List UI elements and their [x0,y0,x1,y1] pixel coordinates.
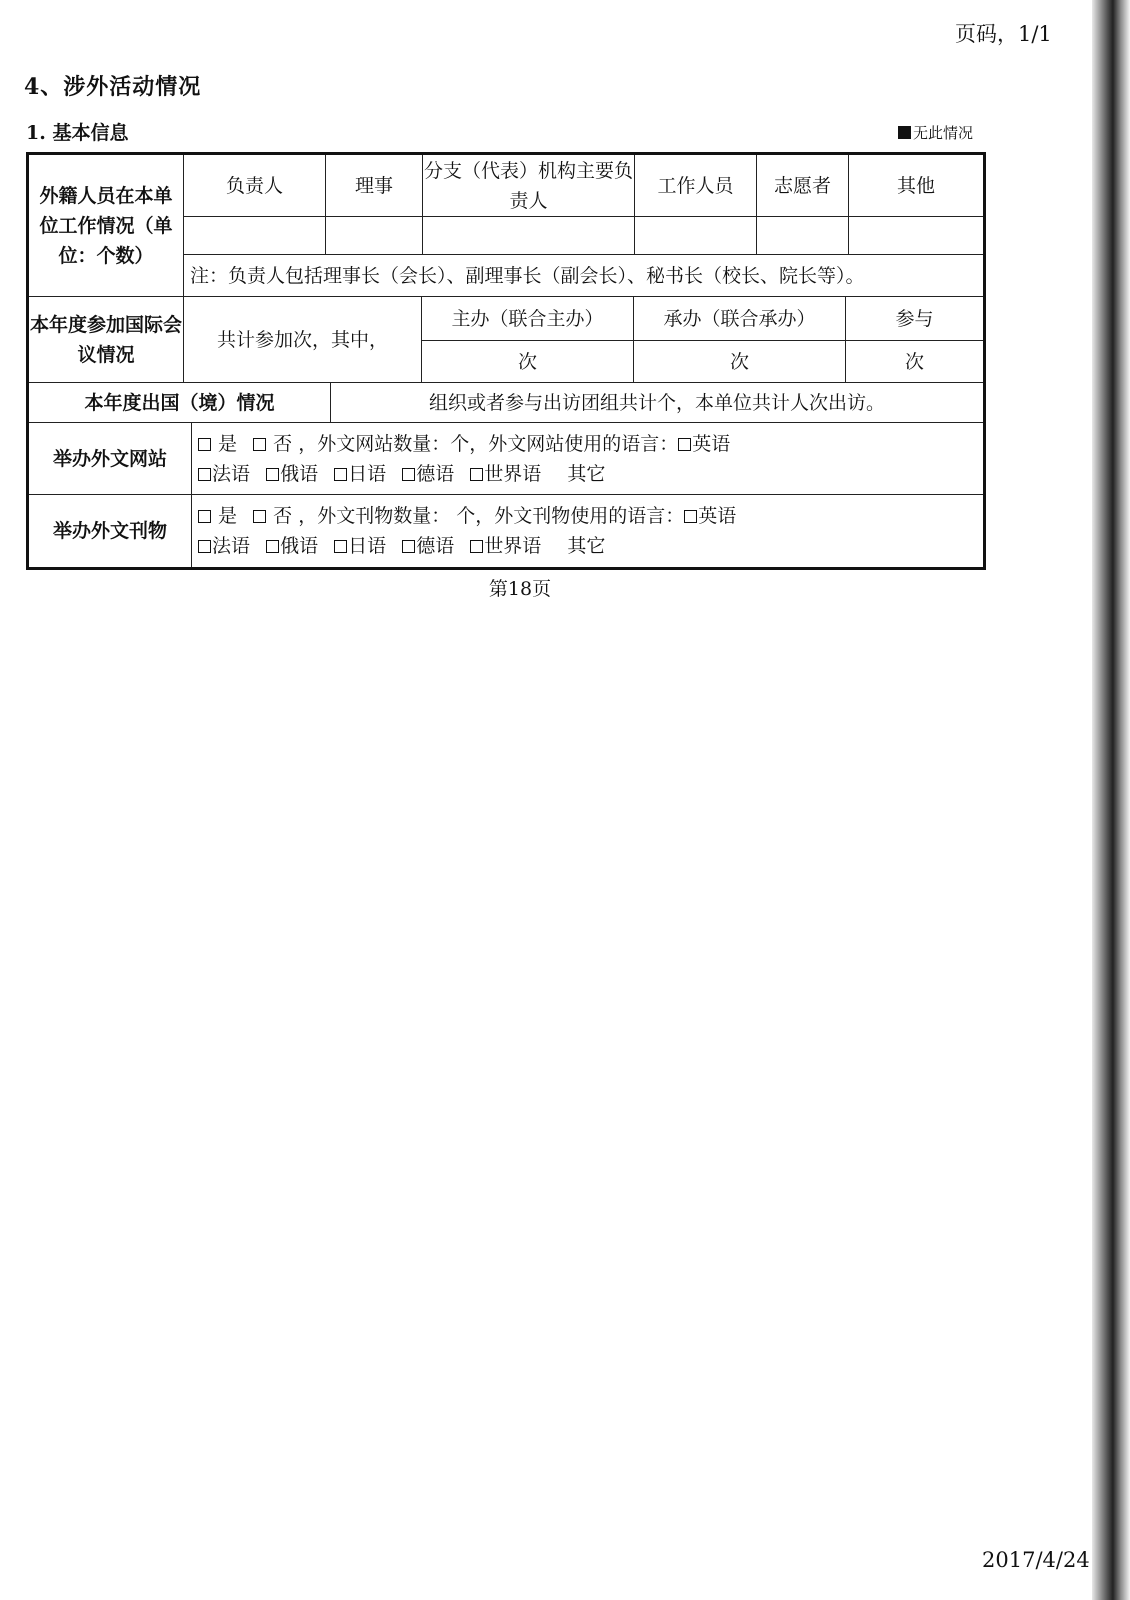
periodical-no-checkbox[interactable] [253,510,266,523]
website-lang-ja: 日语 [348,462,387,485]
visits-row [29,383,983,423]
col-volunteer: 志愿者 [757,155,849,216]
col-participate: 参与 [895,307,934,330]
col-host: 主办（联合主办） [422,297,634,340]
col-organize: 承办（联合承办） [634,297,846,340]
col-other: 其他 [896,174,935,197]
website-text: ，外文网站数量：个，外文网站使用的语言： [298,432,679,455]
value-volunteer[interactable] [757,217,849,254]
value-staff[interactable] [635,217,757,254]
periodical-yes-label: 是 [218,505,238,527]
host-count[interactable]: 次 [422,341,634,382]
website-label: 举办外文网站 [29,423,192,494]
website-lang-ru: 俄语 [280,462,319,485]
periodical-lang-eo: 世界语 [484,535,542,557]
foreign-staff-values [184,217,983,255]
value-other[interactable] [849,217,983,254]
website-lang-checkbox-ja[interactable] [334,468,347,481]
website-lang-other: 其它 [567,462,606,485]
website-lang-de: 德语 [416,462,455,485]
periodical-lang-other: 其它 [567,535,606,557]
periodical-text: ，外文刊物数量： 个，外文刊物使用的语言： [298,505,685,527]
website-lang-checkbox-de[interactable] [402,468,415,481]
page-code: 页码，1/1 [955,22,1052,46]
visits-label: 本年度出国（境）情况 [29,383,331,422]
periodical-lang-checkbox-eo[interactable] [470,540,483,553]
conference-total: 共计参加次，其中， [184,297,422,382]
website-lang-checkbox-en[interactable] [678,438,691,451]
periodical-lang-checkbox-en[interactable] [684,510,697,523]
footer-page-number: 第18页 [488,578,552,600]
value-leader[interactable] [184,217,326,254]
website-lang-eo: 世界语 [484,462,542,485]
foreign-activity-table [26,152,986,570]
website-no-label: 否 [273,432,293,455]
section-title: 4、涉外活动情况 [24,74,202,100]
col-staff: 工作人员 [635,155,757,216]
periodical-lang-ja: 日语 [348,535,387,557]
value-director[interactable] [326,217,423,254]
periodical-row [29,495,983,567]
website-lang-checkbox-fr[interactable] [198,468,211,481]
note-row [184,255,983,296]
sub-title: 1. 基本信息 [26,122,129,144]
periodical-lang-fr: 法语 [212,535,251,557]
conference-label: 本年度参加国际会议情况 [29,297,184,382]
periodical-lang-de: 德语 [416,535,455,557]
organize-count[interactable]: 次 [634,341,846,382]
col-branch-head: 分支（代表）机构主要负责人 [423,155,635,216]
periodical-lang-checkbox-de[interactable] [402,540,415,553]
website-row [29,423,983,495]
col-leader: 负责人 [184,155,326,216]
conference-row [29,297,983,383]
periodical-lang-checkbox-ja[interactable] [334,540,347,553]
website-no-checkbox[interactable] [253,438,266,451]
website-lang-checkbox-eo[interactable] [470,468,483,481]
foreign-staff-header [184,155,983,217]
periodical-no-label: 否 [273,505,293,527]
no-case-label: 无此情况 [913,124,974,142]
no-case-checkbox[interactable] [898,122,973,143]
visits-text[interactable]: 组织或者参与出访团组共计个，本单位共计人次出访。 [428,391,885,414]
website-lang-fr: 法语 [212,462,251,485]
periodical-label: 举办外文刊物 [29,495,192,567]
checked-box-icon [898,126,911,139]
periodical-lang-checkbox-fr[interactable] [198,540,211,553]
website-lang-en: 英语 [692,432,731,455]
foreign-staff-row [29,155,983,297]
website-lang-checkbox-ru[interactable] [266,468,279,481]
periodical-lang-ru: 俄语 [280,535,319,557]
participate-count[interactable]: 次 [904,350,924,373]
note-text: 注：负责人包括理事长（会长）、副理事长（副会长）、秘书长（校长、院长等）。 [190,264,865,287]
periodical-lang-en: 英语 [698,505,737,527]
col-director: 理事 [326,155,423,216]
website-yes-label: 是 [218,432,238,455]
website-yes-checkbox[interactable] [198,438,211,451]
foreign-staff-label: 外籍人员在本单位工作情况（单位：个数） [29,155,184,296]
scan-edge-shadow [1092,0,1130,1600]
periodical-yes-checkbox[interactable] [198,510,211,523]
value-branch-head[interactable] [423,217,635,254]
print-date: 2017/4/24 [982,1548,1090,1572]
periodical-lang-checkbox-ru[interactable] [266,540,279,553]
